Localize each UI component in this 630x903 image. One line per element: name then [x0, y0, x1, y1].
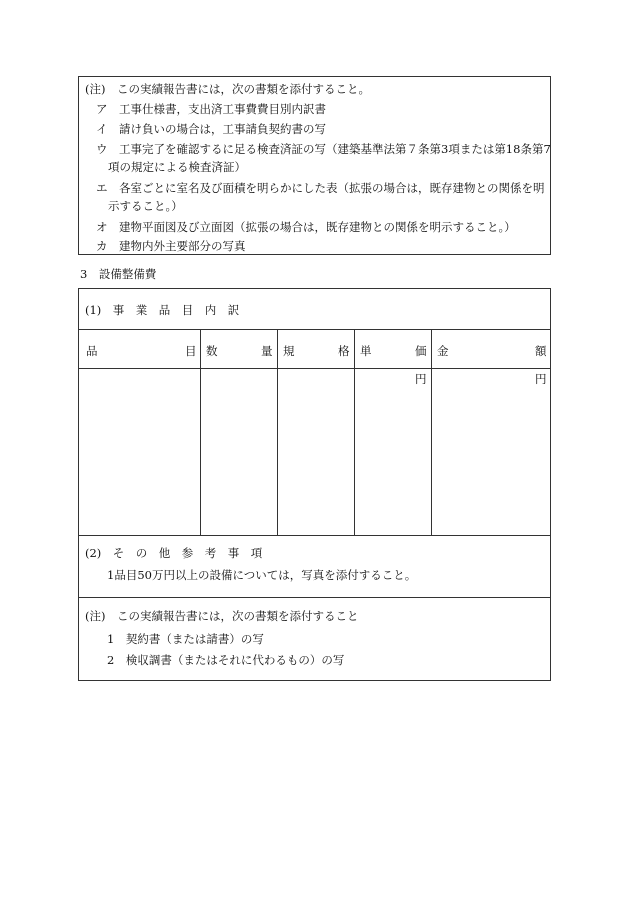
unit-amount-yen: 円 — [535, 372, 547, 386]
notes-bottom-heading: (注) この実績報告書には，次の書類を添付すること — [85, 609, 359, 623]
unit-price-yen: 円 — [415, 372, 427, 386]
other-title: (2) そ の 他 参 考 事 項 — [85, 546, 263, 560]
section-title: 3 設備整備費 — [80, 267, 157, 281]
header-qty-right: 量 — [261, 344, 273, 358]
header-amount-right: 額 — [535, 344, 547, 358]
other-text: 1品目50万円以上の設備については，写真を添付すること。 — [107, 568, 417, 582]
note-item-a: ア 工事仕様書，支出済工事費費目別内訳書 — [96, 102, 326, 116]
table-rule — [79, 597, 550, 598]
header-spec-right: 格 — [338, 344, 350, 358]
notes-bottom-item-2: 2 検収調書（またはそれに代わるもの）の写 — [107, 653, 345, 667]
note-item-ka: カ 建物内外主要部分の写真 — [96, 239, 246, 253]
header-item-right: 目 — [185, 344, 197, 358]
note-item-u-cont: 項の規定による検査済証） — [108, 160, 246, 174]
table-rule — [79, 329, 550, 330]
column-divider — [354, 329, 355, 535]
note-item-e-cont: 示すること。） — [108, 199, 183, 213]
notes-heading: (注) この実績報告書には，次の書類を添付すること。 — [85, 82, 370, 96]
note-item-i: イ 請け負いの場合は，工事請負契約書の写 — [96, 122, 326, 136]
note-item-o: オ 建物平面図及び立面図（拡張の場合は，既存建物との関係を明示すること。） — [96, 220, 516, 234]
notes-box-top — [78, 76, 551, 255]
header-amount-left: 金 — [437, 344, 449, 358]
column-divider — [277, 329, 278, 535]
notes-bottom-item-1: 1 契約書（または請書）の写 — [107, 632, 264, 646]
column-divider — [431, 329, 432, 535]
note-item-u: ウ 工事完了を確認するに足る検査済証の写（建築基準法第７条第3項または第18条第7 — [96, 142, 551, 156]
equipment-table — [78, 288, 551, 681]
table-rule — [79, 368, 550, 369]
header-spec-left: 規 — [283, 344, 295, 358]
header-item-left: 品 — [86, 344, 98, 358]
column-divider — [200, 329, 201, 535]
header-price-left: 単 — [360, 344, 372, 358]
header-qty-left: 数 — [206, 344, 218, 358]
header-price-right: 価 — [415, 344, 427, 358]
table-rule — [79, 535, 550, 536]
breakdown-title: (1) 事 業 品 目 内 訳 — [85, 303, 240, 317]
note-item-e: エ 各室ごとに室名及び面積を明らかにした表（拡張の場合は，既存建物との関係を明 — [96, 181, 545, 195]
